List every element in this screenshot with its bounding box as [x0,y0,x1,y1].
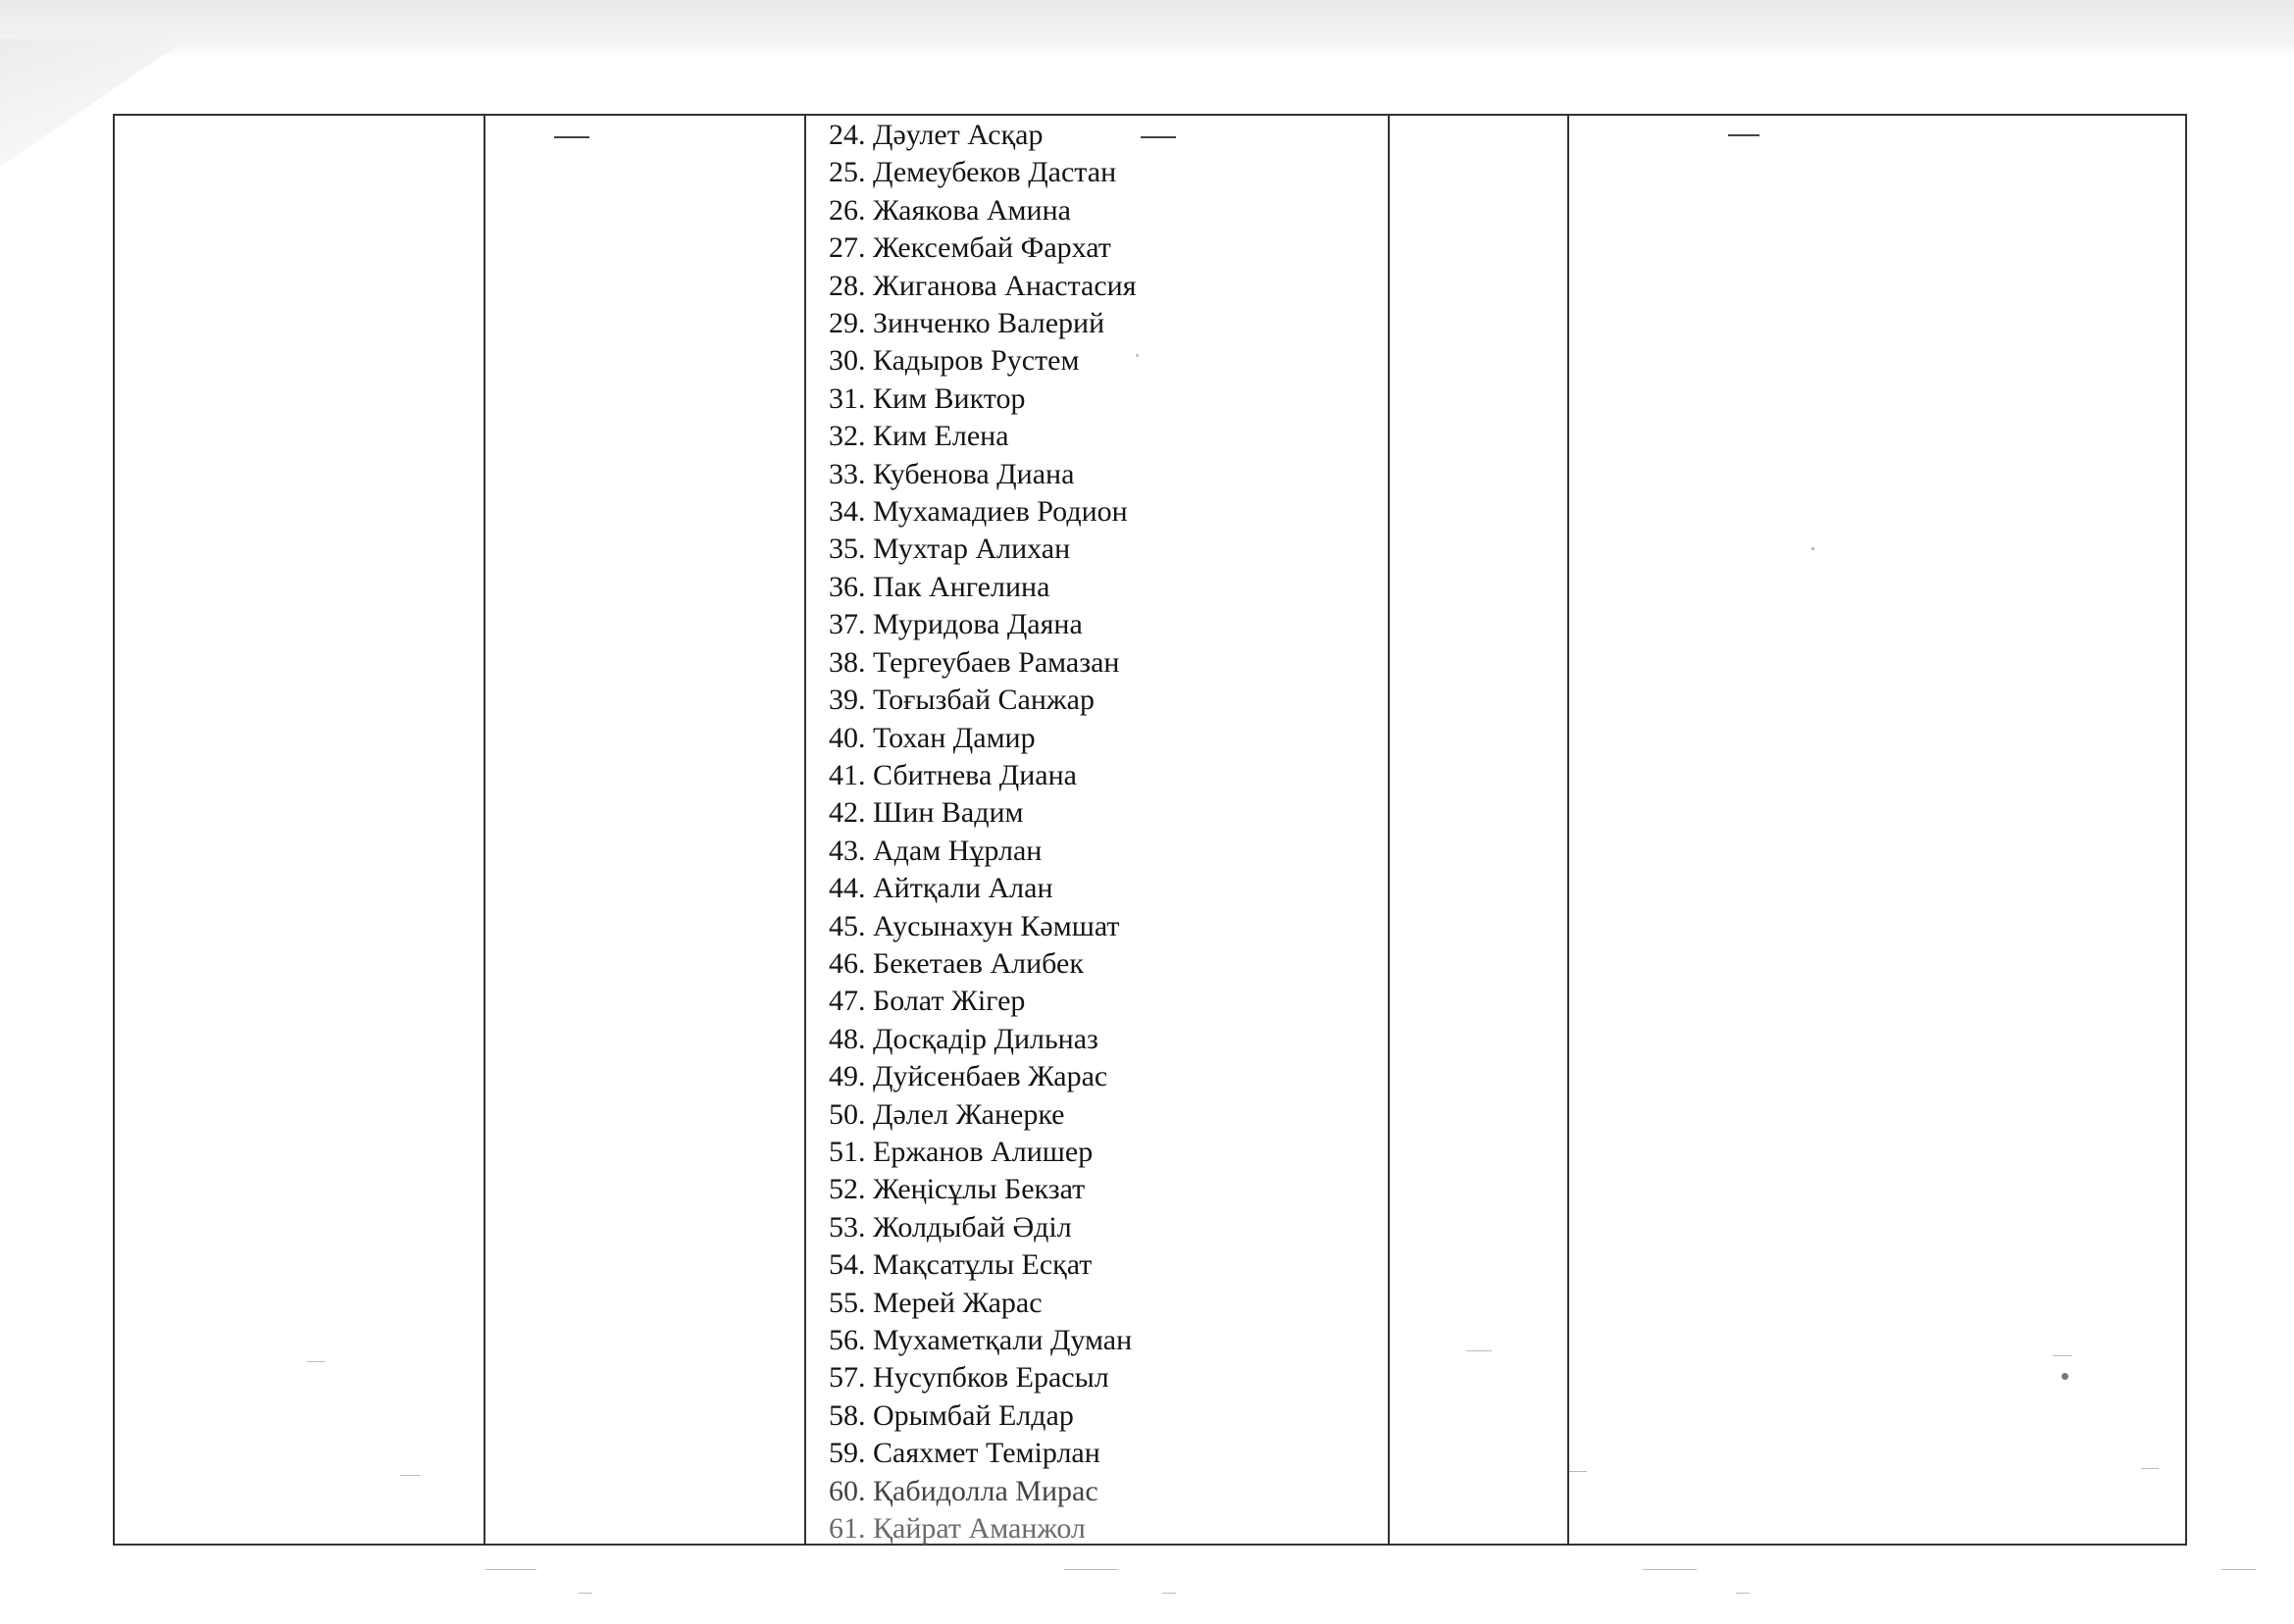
name-list-item: 61. Қайрат Аманжол [829,1512,1086,1546]
name-list-item: 60. Қабидолла Мирас [829,1474,1098,1507]
name-list-item: 40. Тохан Дамир [829,721,1036,754]
scan-mark [2221,1569,2256,1570]
cell-dash [554,136,589,138]
name-list-item: 44. Айтқали Алан [829,872,1053,905]
name-list-item: 57. Нусупбков Ерасыл [829,1361,1109,1395]
name-list-item: 26. Жаякова Амина [829,193,1071,227]
scan-speck [1811,547,1814,550]
scan-mark [1569,1471,1587,1472]
name-list-item: 25. Демеубеков Дастан [829,156,1117,189]
scan-mark [1162,1593,1176,1594]
scan-mark [2141,1468,2159,1469]
name-list-item: 43. Адам Нұрлан [829,834,1043,867]
name-list-item: 41. Сбитнева Диана [829,758,1077,791]
scan-mark [1736,1593,1750,1594]
name-list-item: 52. Жеңісұлы Бекзат [829,1173,1086,1206]
scan-mark [307,1361,325,1362]
cell-dash [1728,134,1759,136]
name-list-item: 42. Шин Вадим [829,796,1024,830]
name-list-item: 24. Дәулет Асқар [829,119,1044,151]
name-list-item: 56. Мухаметқали Думан [829,1324,1133,1356]
cell-dash [1141,136,1176,138]
name-list-item: 55. Мерей Жарас [829,1286,1043,1319]
name-list-item: 59. Саяхмет Темірлан [829,1437,1100,1470]
name-list-item: 51. Ержанов Алишер [829,1135,1094,1168]
column-divider-2 [804,114,806,1546]
name-list-item: 50. Дәлел Жанерке [829,1097,1065,1131]
scan-mark [400,1475,420,1476]
scan-mark [1643,1569,1697,1570]
scan-mark [485,1569,536,1570]
name-list-item: 36. Пак Ангелина [829,570,1050,603]
scan-mark [579,1593,592,1594]
name-list-item: 58. Орымбай Елдар [829,1398,1074,1432]
name-list-item: 28. Жиганова Анастасия [829,269,1137,302]
name-list-item: 35. Мухтар Алихан [829,533,1071,566]
scan-mark [1466,1350,1492,1351]
name-list-item: 38. Тергеубаев Рамазан [829,645,1120,679]
name-list-item: 49. Дуйсенбаев Жарас [829,1060,1108,1093]
student-name-list [829,117,1137,1548]
column-divider-1 [484,114,485,1546]
column-divider-3 [1388,114,1390,1546]
name-list-item: 29. Зинченко Валерий [829,307,1105,340]
scan-mark [1064,1569,1118,1570]
name-list-item: 48. Досқадір Дильназ [829,1022,1098,1055]
name-list-item: 34. Мухамадиев Родион [829,495,1128,529]
name-list-item: 47. Болат Жігер [829,985,1026,1018]
scan-speck [2062,1373,2068,1380]
name-list-item: 37. Муридова Даяна [829,608,1083,641]
name-list-item: 33. Кубенова Диана [829,457,1075,490]
name-list-item: 30. Кадыров Рустем [829,344,1080,378]
name-list-item: 39. Тоғызбай Санжар [829,684,1095,717]
scan-shadow [0,0,2294,59]
name-list-item: 54. Мақсатұлы Есқат [829,1248,1093,1282]
name-list-item: 31. Ким Виктор [829,381,1026,415]
name-list-item: 53. Жолдыбай Әділ [829,1210,1072,1243]
scan-mark [2053,1355,2072,1356]
column-divider-4 [1567,114,1569,1546]
name-list-item: 45. Аусынахун Кәмшат [829,909,1120,942]
table-frame [113,114,2187,1546]
name-list-item: 32. Ким Елена [829,420,1009,453]
name-list-item: 27. Жексембай Фархат [829,231,1111,265]
name-list-item: 46. Бекетаев Алибек [829,946,1084,980]
